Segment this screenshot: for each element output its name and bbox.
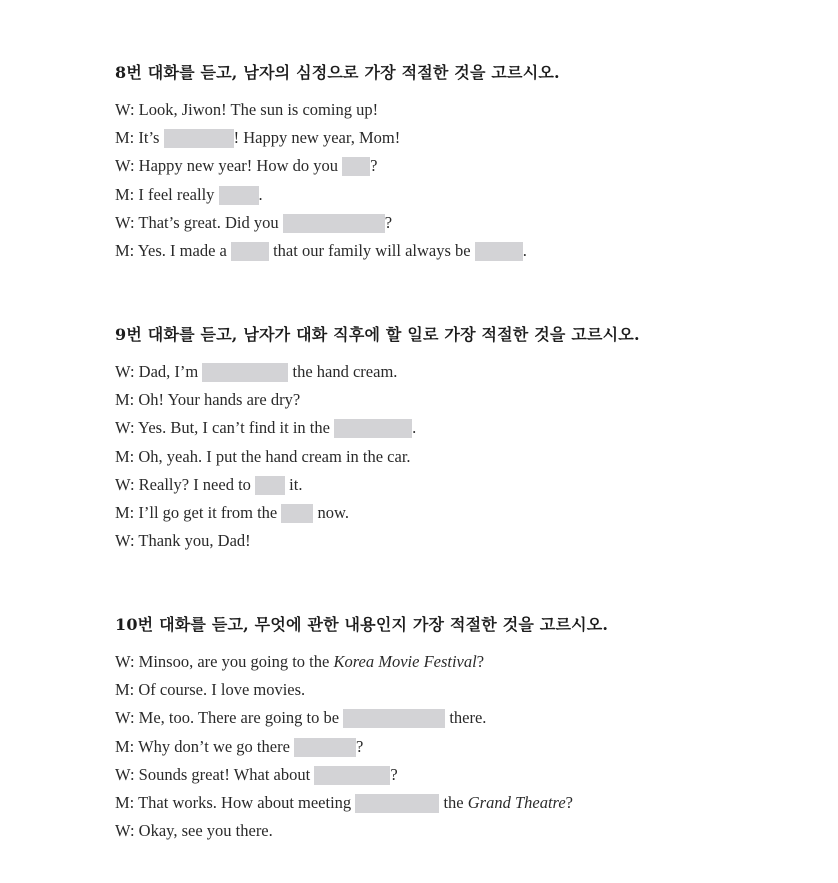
speaker-label: M: bbox=[115, 680, 135, 699]
dialogue-line bbox=[115, 99, 378, 121]
dialogue-text: it. bbox=[285, 475, 303, 494]
dialogue-text: Happy new year! How do you bbox=[134, 156, 343, 175]
dialogue-line bbox=[115, 361, 397, 383]
speaker-label: W: bbox=[115, 531, 135, 550]
answer-blank bbox=[231, 242, 269, 261]
dialogue-line bbox=[115, 389, 300, 411]
dialogue-line bbox=[115, 502, 349, 524]
speaker-label: W: bbox=[115, 821, 135, 840]
dialogue-text: Yes. I made a bbox=[134, 241, 231, 260]
speaker-label: W: bbox=[115, 708, 135, 727]
italic-title-text: Grand Theatre bbox=[467, 793, 566, 812]
dialogue-line bbox=[115, 792, 573, 814]
speaker-label: M: bbox=[115, 128, 135, 147]
dialogue-text: That works. How about meeting bbox=[134, 793, 356, 812]
answer-blank bbox=[255, 476, 285, 495]
dialogue-text: Thank you, Dad! bbox=[134, 531, 251, 550]
dialogue-line bbox=[115, 184, 263, 206]
dialogue-text: Of course. I love movies. bbox=[134, 680, 306, 699]
dialogue-text: That’s great. Did you bbox=[134, 213, 283, 232]
speaker-label: W: bbox=[115, 652, 135, 671]
question-title-2: 9번 대화를 듣고, 남자가 대화 직후에 할 일로 가장 적절한 것을 고르시오. bbox=[115, 325, 640, 344]
italic-title-text: Korea Movie Festival bbox=[333, 652, 477, 671]
dialogue-text: Sounds great! What about bbox=[134, 765, 315, 784]
dialogue-text: Okay, see you there. bbox=[134, 821, 273, 840]
dialogue-text: Oh, yeah. I put the hand cream in the car. bbox=[134, 447, 411, 466]
answer-blank bbox=[281, 504, 313, 523]
dialogue-line bbox=[115, 240, 527, 262]
speaker-label: W: bbox=[115, 418, 135, 437]
dialogue-text: ! Happy new year, Mom! bbox=[233, 128, 401, 147]
answer-blank bbox=[343, 709, 445, 728]
dialogue-text: I feel really bbox=[134, 185, 219, 204]
dialogue-line bbox=[115, 417, 416, 439]
dialogue-line bbox=[115, 736, 363, 758]
speaker-label: W: bbox=[115, 362, 135, 381]
speaker-label: M: bbox=[115, 503, 135, 522]
dialogue-text: Minsoo, are you going to the bbox=[134, 652, 334, 671]
answer-blank bbox=[294, 738, 356, 757]
answer-blank bbox=[202, 363, 288, 382]
answer-blank bbox=[164, 129, 234, 148]
dialogue-text: It’s bbox=[134, 128, 164, 147]
dialogue-text: Why don’t we go there bbox=[134, 737, 295, 756]
dialogue-text: there. bbox=[445, 708, 487, 727]
dialogue-text: Oh! Your hands are dry? bbox=[134, 390, 301, 409]
dialogue-text: ? bbox=[356, 737, 364, 756]
dialogue-text: Yes. But, I can’t find it in the bbox=[134, 418, 335, 437]
dialogue-line bbox=[115, 212, 392, 234]
dialogue-text: ? bbox=[565, 793, 573, 812]
speaker-label: M: bbox=[115, 185, 135, 204]
dialogue-text: Me, too. There are going to be bbox=[134, 708, 344, 727]
dialogue-text: now. bbox=[313, 503, 349, 522]
speaker-label: W: bbox=[115, 156, 135, 175]
answer-blank bbox=[219, 186, 259, 205]
dialogue-text: . bbox=[522, 241, 527, 260]
dialogue-line bbox=[115, 707, 486, 729]
dialogue-line bbox=[115, 820, 273, 842]
dialogue-line bbox=[115, 764, 398, 786]
speaker-label: W: bbox=[115, 475, 135, 494]
dialogue-line bbox=[115, 127, 400, 149]
speaker-label: M: bbox=[115, 447, 135, 466]
speaker-label: M: bbox=[115, 241, 135, 260]
dialogue-text: ? bbox=[370, 156, 378, 175]
dialogue-text: Look, Jiwon! The sun is coming up! bbox=[134, 100, 379, 119]
dialogue-text: Really? I need to bbox=[134, 475, 256, 494]
dialogue-text: Dad, I’m bbox=[134, 362, 203, 381]
dialogue-text: that our family will always be bbox=[268, 241, 475, 260]
speaker-label: M: bbox=[115, 390, 135, 409]
dialogue-text: ? bbox=[384, 213, 393, 232]
dialogue-text: the bbox=[439, 793, 468, 812]
dialogue-text: . bbox=[412, 418, 417, 437]
answer-blank bbox=[314, 766, 390, 785]
question-title-1: 8번 대화를 듣고, 남자의 심정으로 가장 적절한 것을 고르시오. bbox=[115, 63, 560, 82]
question-title-3: 10번 대화를 듣고, 무엇에 관한 내용인지 가장 적절한 것을 고르시오. bbox=[115, 615, 609, 634]
dialogue-line bbox=[115, 474, 302, 496]
dialogue-text: ? bbox=[476, 652, 485, 671]
dialogue-text: the hand cream. bbox=[288, 362, 398, 381]
dialogue-text: . bbox=[258, 185, 263, 204]
answer-blank bbox=[475, 242, 523, 261]
dialogue-line bbox=[115, 155, 377, 177]
speaker-label: M: bbox=[115, 793, 135, 812]
dialogue-line bbox=[115, 446, 411, 468]
dialogue-text: ? bbox=[390, 765, 398, 784]
speaker-label: W: bbox=[115, 213, 135, 232]
speaker-label: M: bbox=[115, 737, 135, 756]
dialogue-text: I’ll go get it from the bbox=[134, 503, 282, 522]
answer-blank bbox=[334, 419, 412, 438]
answer-blank bbox=[342, 157, 370, 176]
dialogue-line bbox=[115, 679, 305, 701]
dialogue-line bbox=[115, 651, 484, 673]
dialogue-line bbox=[115, 530, 251, 552]
speaker-label: W: bbox=[115, 765, 135, 784]
answer-blank bbox=[355, 794, 439, 813]
speaker-label: W: bbox=[115, 100, 135, 119]
answer-blank bbox=[283, 214, 385, 233]
